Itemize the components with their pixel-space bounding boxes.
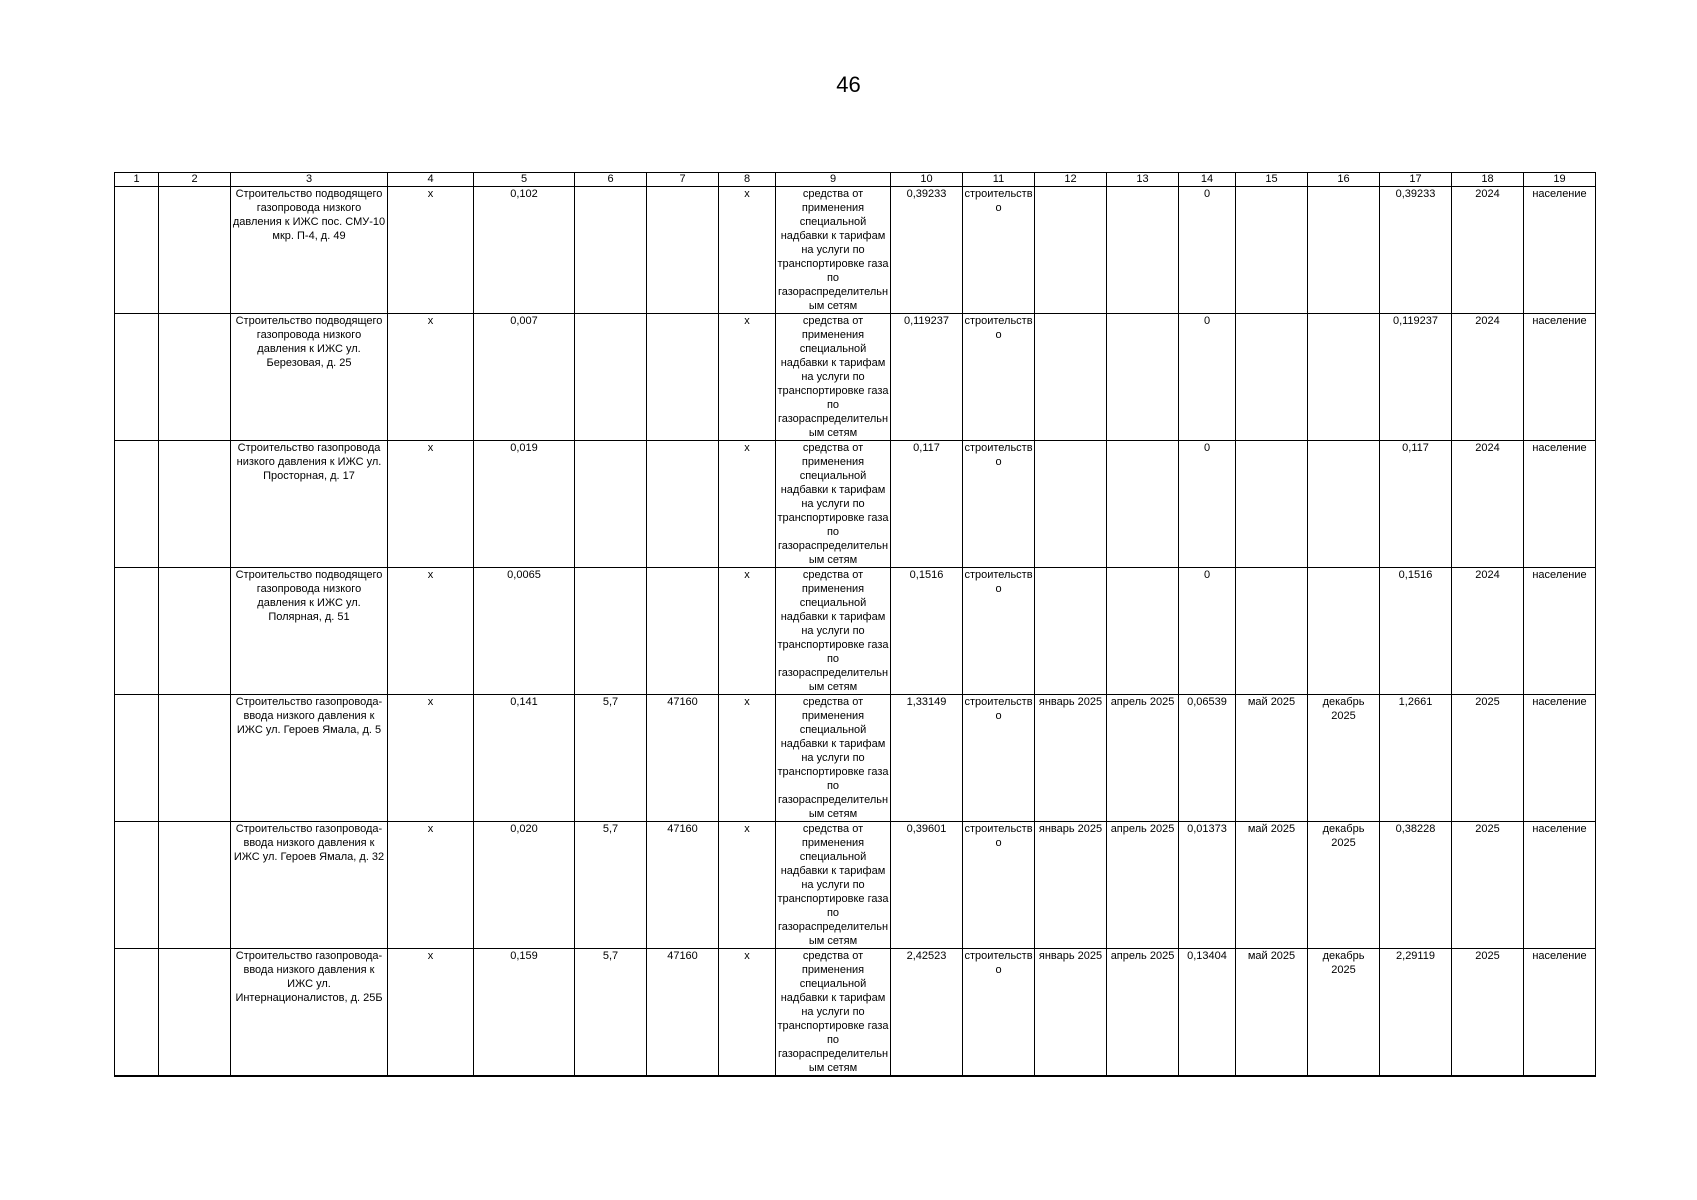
column-header-16: 16 [1308, 173, 1380, 187]
column-header-3: 3 [231, 173, 388, 187]
table-cell-col-12: январь 2025 [1035, 949, 1107, 1077]
table-cell-col-14: 0 [1179, 314, 1236, 441]
page-number: 46 [836, 72, 861, 97]
table-cell-col-18: 2025 [1452, 822, 1524, 949]
table-cell-col-13 [1107, 568, 1179, 695]
table-cell-col-14: 0 [1179, 441, 1236, 568]
table-cell-col-7 [647, 314, 719, 441]
table-cell-col-13 [1107, 314, 1179, 441]
table-cell-col-7 [647, 568, 719, 695]
table-cell-col-14: 0 [1179, 568, 1236, 695]
table-cell-col-2 [159, 822, 231, 949]
column-header-19: 19 [1524, 173, 1596, 187]
table-cell-col-11: строительство [963, 822, 1035, 949]
table-cell-col-18: 2024 [1452, 441, 1524, 568]
table-row [115, 695, 1596, 822]
column-header-10: 10 [891, 173, 963, 187]
table-cell-col-6 [575, 441, 647, 568]
table-cell-col-8: х [719, 441, 776, 568]
table-cell-col-3: Строительство подводящего газопровода низкого давления к ИЖС ул. Березовая, д. 25 [231, 314, 388, 441]
table-cell-col-18: 2025 [1452, 695, 1524, 822]
column-header-15: 15 [1236, 173, 1308, 187]
table-cell-col-7 [647, 441, 719, 568]
table-row [115, 568, 1596, 695]
table-cell-col-9: средства от применения специальной надбавки к тарифам на услуги по транспортировке газа по газораспределительным сетям [777, 442, 889, 566]
table-row [115, 822, 1596, 949]
table-cell-col-19: население [1524, 822, 1596, 949]
table-cell-col-5: 0,141 [474, 695, 575, 822]
table-cell-col-11: строительство [963, 441, 1035, 568]
column-header-13: 13 [1107, 173, 1179, 187]
column-header-7: 7 [647, 173, 719, 187]
table-cell-col-12: январь 2025 [1035, 695, 1107, 822]
table-cell-col-13: апрель 2025 [1107, 949, 1179, 1077]
table-cell-col-9: средства от применения специальной надбавки к тарифам на услуги по транспортировке газа по газораспределительным сетям [777, 569, 889, 693]
table-header-row [115, 173, 1596, 187]
table-cell-col-13 [1107, 187, 1179, 314]
table-cell-col-1 [115, 822, 159, 949]
table-cell-col-12 [1035, 187, 1107, 314]
table-cell-col-4: х [388, 822, 474, 949]
column-header-14: 14 [1179, 173, 1236, 187]
table-cell-col-18: 2024 [1452, 568, 1524, 695]
table-cell-col-13 [1107, 441, 1179, 568]
table-cell-col-5: 0,0065 [474, 568, 575, 695]
table-cell-col-2 [159, 695, 231, 822]
table-cell-col-12: январь 2025 [1035, 822, 1107, 949]
table-body [115, 187, 1596, 1077]
table-cell-col-13: апрель 2025 [1107, 822, 1179, 949]
table-cell-col-6 [575, 314, 647, 441]
table-cell-col-4: х [388, 187, 474, 314]
table-cell-col-1 [115, 314, 159, 441]
table-cell-col-10: 0,39233 [891, 187, 963, 314]
table-cell-col-4: х [388, 568, 474, 695]
table-cell-col-4: х [388, 695, 474, 822]
table-cell-col-17: 1,2661 [1380, 695, 1452, 822]
table-cell-col-17: 0,117 [1380, 441, 1452, 568]
table-cell-col-3: Строительство газопровода низкого давления к ИЖС ул. Просторная, д. 17 [231, 441, 388, 568]
table-cell-col-10: 0,117 [891, 441, 963, 568]
table-cell-col-3: Строительство газопровода-ввода низкого давления к ИЖС ул. Героев Ямала, д. 5 [231, 695, 388, 822]
table-cell-col-2 [159, 568, 231, 695]
table-cell-col-11: строительство [963, 695, 1035, 822]
table-cell-col-19: население [1524, 187, 1596, 314]
table-cell-col-15: май 2025 [1236, 949, 1308, 1077]
table-cell-col-5: 0,159 [474, 949, 575, 1077]
table-row [115, 949, 1596, 1077]
table-cell-col-16 [1308, 441, 1380, 568]
table-cell-col-10: 2,42523 [891, 949, 963, 1077]
table-cell-col-1 [115, 568, 159, 695]
table-cell-col-2 [159, 949, 231, 1077]
table-cell-col-8: х [719, 568, 776, 695]
table-cell-col-16: декабрь 2025 [1308, 949, 1380, 1077]
column-header-2: 2 [159, 173, 231, 187]
table-cell-col-19: население [1524, 568, 1596, 695]
table-cell-col-17: 0,119237 [1380, 314, 1452, 441]
column-header-1: 1 [115, 173, 159, 187]
table-cell-col-8: х [719, 314, 776, 441]
table-cell-col-2 [159, 441, 231, 568]
column-header-18: 18 [1452, 173, 1524, 187]
table-cell-col-9: средства от применения специальной надбавки к тарифам на услуги по транспортировке газа по газораспределительным сетям [777, 950, 889, 1074]
column-header-5: 5 [474, 173, 575, 187]
table-cell-col-5: 0,007 [474, 314, 575, 441]
table-cell-col-16 [1308, 187, 1380, 314]
table-cell-col-7: 47160 [647, 695, 719, 822]
table-cell-col-10: 0,1516 [891, 568, 963, 695]
table-cell-col-9: средства от применения специальной надбавки к тарифам на услуги по транспортировке газа по газораспределительным сетям [777, 823, 889, 947]
column-header-6: 6 [575, 173, 647, 187]
table-cell-col-6: 5,7 [575, 695, 647, 822]
table-cell-col-3: Строительство подводящего газопровода низкого давления к ИЖС ул. Полярная, д. 51 [231, 568, 388, 695]
table-cell-col-10: 1,33149 [891, 695, 963, 822]
table-cell-col-15 [1236, 568, 1308, 695]
table-cell-col-15: май 2025 [1236, 695, 1308, 822]
table-cell-col-3: Строительство газопровода-ввода низкого давления к ИЖС ул. Героев Ямала, д. 32 [231, 822, 388, 949]
table-cell-col-14: 0,01373 [1179, 822, 1236, 949]
table-cell-col-19: население [1524, 314, 1596, 441]
table-cell-col-10: 0,119237 [891, 314, 963, 441]
column-header-12: 12 [1035, 173, 1107, 187]
table-cell-col-15: май 2025 [1236, 822, 1308, 949]
table-cell-col-16 [1308, 568, 1380, 695]
table-cell-col-11: строительство [963, 314, 1035, 441]
table-cell-col-12 [1035, 441, 1107, 568]
table-cell-col-16: декабрь 2025 [1308, 822, 1380, 949]
table-cell-col-14: 0,13404 [1179, 949, 1236, 1077]
column-header-17: 17 [1380, 173, 1452, 187]
table-cell-col-17: 2,29119 [1380, 949, 1452, 1077]
table-cell-col-5: 0,020 [474, 822, 575, 949]
table-cell-col-11: строительство [963, 187, 1035, 314]
table-cell-col-8: х [719, 187, 776, 314]
table-cell-col-5: 0,019 [474, 441, 575, 568]
data-table [114, 172, 1596, 1077]
table-cell-col-14: 0 [1179, 187, 1236, 314]
column-header-9: 9 [776, 173, 891, 187]
table-cell-col-4: х [388, 949, 474, 1077]
table-cell-col-3: Строительство подводящего газопровода низкого давления к ИЖС пос. СМУ-10 мкр. П-4, д. 49 [231, 187, 388, 314]
table-cell-col-7: 47160 [647, 949, 719, 1077]
table-cell-col-15 [1236, 441, 1308, 568]
table-cell-col-15 [1236, 314, 1308, 441]
table-cell-col-9: средства от применения специальной надбавки к тарифам на услуги по транспортировке газа по газораспределительным сетям [777, 315, 889, 439]
table-cell-col-14: 0,06539 [1179, 695, 1236, 822]
table-cell-col-8: х [719, 695, 776, 822]
table-row [115, 187, 1596, 314]
table-cell-col-17: 0,39233 [1380, 187, 1452, 314]
table-cell-col-18: 2024 [1452, 314, 1524, 441]
table-cell-col-17: 0,1516 [1380, 568, 1452, 695]
table-cell-col-11: строительство [963, 568, 1035, 695]
table-cell-col-8: х [719, 949, 776, 1077]
table-cell-col-3: Строительство газопровода-ввода низкого давления к ИЖС ул. Интернационалистов, д. 25Б [231, 949, 388, 1077]
table-cell-col-12 [1035, 568, 1107, 695]
table-cell-col-1 [115, 949, 159, 1077]
column-header-4: 4 [388, 173, 474, 187]
table-cell-col-13: апрель 2025 [1107, 695, 1179, 822]
table-cell-col-16: декабрь 2025 [1308, 695, 1380, 822]
column-header-8: 8 [719, 173, 776, 187]
table-cell-col-6 [575, 568, 647, 695]
table-cell-col-10: 0,39601 [891, 822, 963, 949]
table-cell-col-7: 47160 [647, 822, 719, 949]
table-cell-col-19: население [1524, 441, 1596, 568]
table-cell-col-11: строительство [963, 949, 1035, 1077]
table-cell-col-1 [115, 441, 159, 568]
table-cell-col-4: х [388, 441, 474, 568]
table-cell-col-18: 2024 [1452, 187, 1524, 314]
table-cell-col-15 [1236, 187, 1308, 314]
table-cell-col-12 [1035, 314, 1107, 441]
table-cell-col-17: 0,38228 [1380, 822, 1452, 949]
table-cell-col-1 [115, 695, 159, 822]
table-cell-col-7 [647, 187, 719, 314]
table-cell-col-6: 5,7 [575, 949, 647, 1077]
table-cell-col-1 [115, 187, 159, 314]
table-cell-col-5: 0,102 [474, 187, 575, 314]
table-cell-col-6: 5,7 [575, 822, 647, 949]
table-cell-col-2 [159, 314, 231, 441]
table-row [115, 441, 1596, 568]
table-cell-col-9: средства от применения специальной надбавки к тарифам на услуги по транспортировке газа по газораспределительным сетям [777, 696, 889, 820]
table-cell-col-6 [575, 187, 647, 314]
table-cell-col-8: х [719, 822, 776, 949]
table-row [115, 314, 1596, 441]
table-cell-col-9: средства от применения специальной надбавки к тарифам на услуги по транспортировке газа по газораспределительным сетям [777, 188, 889, 312]
table-cell-col-2 [159, 187, 231, 314]
table-cell-col-18: 2025 [1452, 949, 1524, 1077]
table-cell-col-19: население [1524, 949, 1596, 1077]
table-cell-col-16 [1308, 314, 1380, 441]
table-cell-col-19: население [1524, 695, 1596, 822]
column-header-11: 11 [963, 173, 1035, 187]
table-cell-col-4: х [388, 314, 474, 441]
